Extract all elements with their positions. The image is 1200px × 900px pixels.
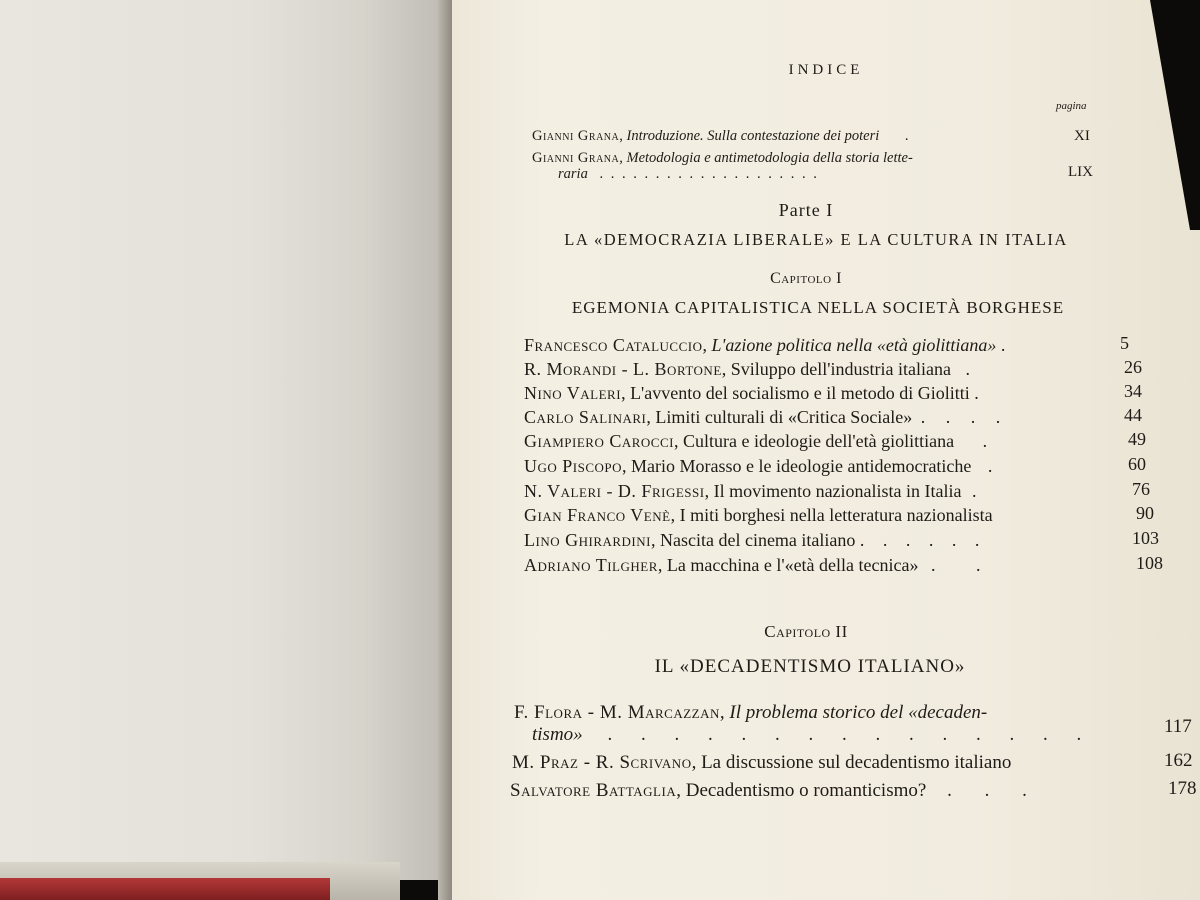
intro-entry-1-page: XI — [1074, 128, 1090, 144]
intro-entry-2-cont — [558, 166, 819, 183]
entry-dots: . — [1000, 335, 1008, 355]
entry-title: I miti borghesi nella letteratura nazionalista — [679, 505, 993, 525]
entry-dots: . . . . . . . . . . . . . . . . . . . . — [599, 166, 819, 182]
toc-page-number: 178 — [1168, 778, 1197, 799]
entry-dots: . — [904, 128, 911, 144]
entry-title: Il problema storico del «decaden- — [729, 702, 988, 723]
toc-page-number: 90 — [1136, 503, 1154, 523]
toc-entry: M. Praz - R. Scrivano, La discussione sul decadentismo italiano — [512, 752, 1012, 773]
background-corner — [1150, 0, 1200, 230]
entry-dots: . — [987, 456, 995, 476]
entry-dots: . . . . . . — [859, 530, 987, 550]
entry-author: F. Flora - M. Marcazzan — [514, 702, 720, 723]
part-title: LA «DEMOCRAZIA LIBERALE» E LA CULTURA IN ITALIA — [564, 230, 1068, 249]
entry-title: Il movimento nazionalista in Italia — [713, 481, 962, 501]
toc-entry: R. Morandi - L. Bortone, Sviluppo dell'industria italiana . — [524, 359, 972, 379]
entry-title: Introduzione. Sulla contestazione dei poteri — [626, 128, 880, 144]
toc-page-number: 5 — [1120, 333, 1129, 353]
entry-author: R. Morandi - L. Bortone — [524, 359, 722, 379]
toc-entry: F. Flora - M. Marcazzan, Il problema storico del «decaden- — [514, 702, 988, 723]
entry-author: Giampiero Carocci — [524, 431, 674, 451]
chapter1-label: Capitolo I — [770, 270, 842, 287]
index-title: INDICE — [788, 62, 864, 78]
entry-title: Mario Morasso e le ideologie antidemocratiche — [631, 456, 972, 476]
entry-author: Gianni Grana — [532, 150, 620, 166]
entry-title: Decadentismo o romanticismo? — [685, 780, 927, 801]
entry-title: La discussione sul decadentismo italiano — [701, 752, 1012, 773]
toc-page-number: 108 — [1136, 553, 1163, 573]
entry-title: L'avvento del socialismo e il metodo di Giolitti — [630, 383, 970, 403]
toc-entry: Carlo Salinari, Limiti culturali di «Critica Sociale» . . . . — [524, 407, 1009, 427]
part-label: Parte I — [778, 200, 834, 220]
entry-author: Gianni Grana — [532, 128, 620, 144]
toc-page-number: 76 — [1132, 479, 1150, 499]
intro-entry-2-page: LIX — [1068, 164, 1093, 180]
toc-page-number: 103 — [1132, 528, 1159, 548]
toc-entry: Nino Valeri, L'avvento del socialismo e il metodo di Giolitti . — [524, 383, 981, 403]
right-page — [452, 0, 1200, 900]
toc-entry: Francesco Cataluccio, L'azione politica nella «età giolittiana» . — [524, 335, 1008, 355]
entry-title: L'azione politica nella «età giolittiana» — [711, 335, 997, 355]
chapter1-title: EGEMONIA CAPITALISTICA NELLA SOCIETÀ BORGHESE — [571, 298, 1065, 317]
entry-dots: . — [965, 359, 972, 379]
entry-title: Nascita del cinema italiano — [659, 530, 856, 550]
entry-dots: . — [974, 383, 981, 403]
toc-page-number: 44 — [1124, 405, 1142, 425]
red-book-cover — [0, 878, 330, 900]
entry-author: Gian Franco Venè — [524, 505, 671, 525]
toc-page-number: 49 — [1128, 429, 1146, 449]
toc-entry: Giampiero Carocci, Cultura e ideologie dell'età giolittiana . — [524, 431, 990, 451]
toc-entry: Gian Franco Venè, I miti borghesi nella letteratura nazionalista — [524, 505, 993, 525]
left-page — [0, 0, 452, 880]
toc-page-number: 60 — [1128, 454, 1146, 474]
entry-dots: . . . — [947, 780, 1041, 801]
toc-page-number: 162 — [1164, 750, 1193, 771]
entry-author: Nino Valeri — [524, 383, 622, 403]
entry-author: Carlo Salinari — [524, 407, 647, 427]
entry-author: Salvatore Battaglia — [510, 780, 677, 801]
intro-entry-2: Gianni Grana, Metodologia e antimetodologia della storia lette- — [532, 150, 913, 166]
entry-author: N. Valeri - D. Frigessi — [524, 481, 705, 501]
entry-author: Ugo Piscopo — [524, 456, 623, 476]
entry-dots: . . — [931, 555, 999, 575]
entry-title: La macchina e l'«età della tecnica» — [666, 555, 919, 575]
toc-entry-cont — [532, 724, 1093, 746]
entry-title: Limiti culturali di «Critica Sociale» — [655, 407, 913, 427]
entry-dots: . — [972, 481, 979, 501]
entry-author: Lino Ghirardini — [524, 530, 651, 550]
toc-entry: Salvatore Battaglia, Decadentismo o romanticismo? . . . — [510, 780, 1041, 801]
intro-entry-1: Gianni Grana, Introduzione. Sulla contestazione dei poteri . — [532, 128, 911, 144]
toc-entry: Ugo Piscopo, Mario Morasso e le ideologie antidemocratiche . — [524, 456, 995, 476]
toc-page-number: 34 — [1124, 381, 1142, 401]
entry-author: Adriano Tilgher — [524, 555, 658, 575]
chapter2-label: Capitolo II — [764, 622, 848, 641]
pagina-label: pagina — [1056, 100, 1087, 112]
toc-entry: Lino Ghirardini, Nascita del cinema italiano . . . . . . — [524, 530, 987, 550]
toc-page-number: 117 — [1164, 716, 1192, 737]
entry-dots: . . . . . . . . . . . . . . . — [607, 724, 1094, 745]
entry-dots: . — [982, 431, 990, 451]
toc-page-number: 26 — [1124, 357, 1142, 377]
chapter2-title: IL «DECADENTISMO ITALIANO» — [654, 656, 966, 677]
entry-title: Cultura e ideologie dell'età giolittiana — [682, 431, 955, 451]
entry-author: Francesco Cataluccio — [524, 335, 703, 355]
entry-title-cont: raria — [558, 166, 588, 182]
toc-entry: Adriano Tilgher, La macchina e l'«età della tecnica» . . — [524, 555, 999, 575]
entry-title: Metodologia e antimetodologia della storia lette- — [626, 150, 913, 166]
entry-title: Sviluppo dell'industria italiana — [730, 359, 951, 379]
entry-title-cont: tismo» — [532, 724, 583, 745]
toc-entry: N. Valeri - D. Frigessi, Il movimento nazionalista in Italia . — [524, 481, 979, 501]
entry-author: M. Praz - R. Scrivano — [512, 752, 692, 773]
entry-dots: . . . . — [920, 407, 1009, 427]
